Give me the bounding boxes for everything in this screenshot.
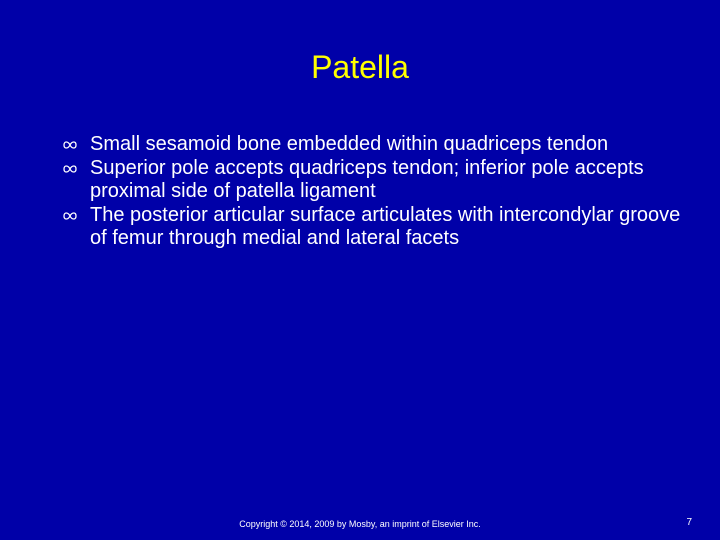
bullet-item [62, 204, 682, 251]
bullet-text: The posterior articular surface articulates with intercondylar groove of femur through medial and lateral facets [90, 203, 681, 249]
infinity-bullet-icon [62, 161, 78, 177]
slide-title: Patella [311, 49, 409, 85]
infinity-bullet-icon [62, 137, 78, 153]
bullet-text: Superior pole accepts quadriceps tendon; inferior pole accepts proximal side of patella ligament [90, 156, 644, 202]
page-number: 7 [686, 517, 692, 528]
bullet-list [62, 133, 682, 251]
footer-copyright: Copyright © 2014, 2009 by Mosby, an imprint of Elsevier Inc. [239, 519, 481, 529]
bullet-item [62, 133, 682, 157]
bullet-item [62, 157, 682, 204]
bullet-text: Small sesamoid bone embedded within quadriceps tendon [90, 133, 609, 155]
infinity-bullet-icon [62, 208, 78, 224]
